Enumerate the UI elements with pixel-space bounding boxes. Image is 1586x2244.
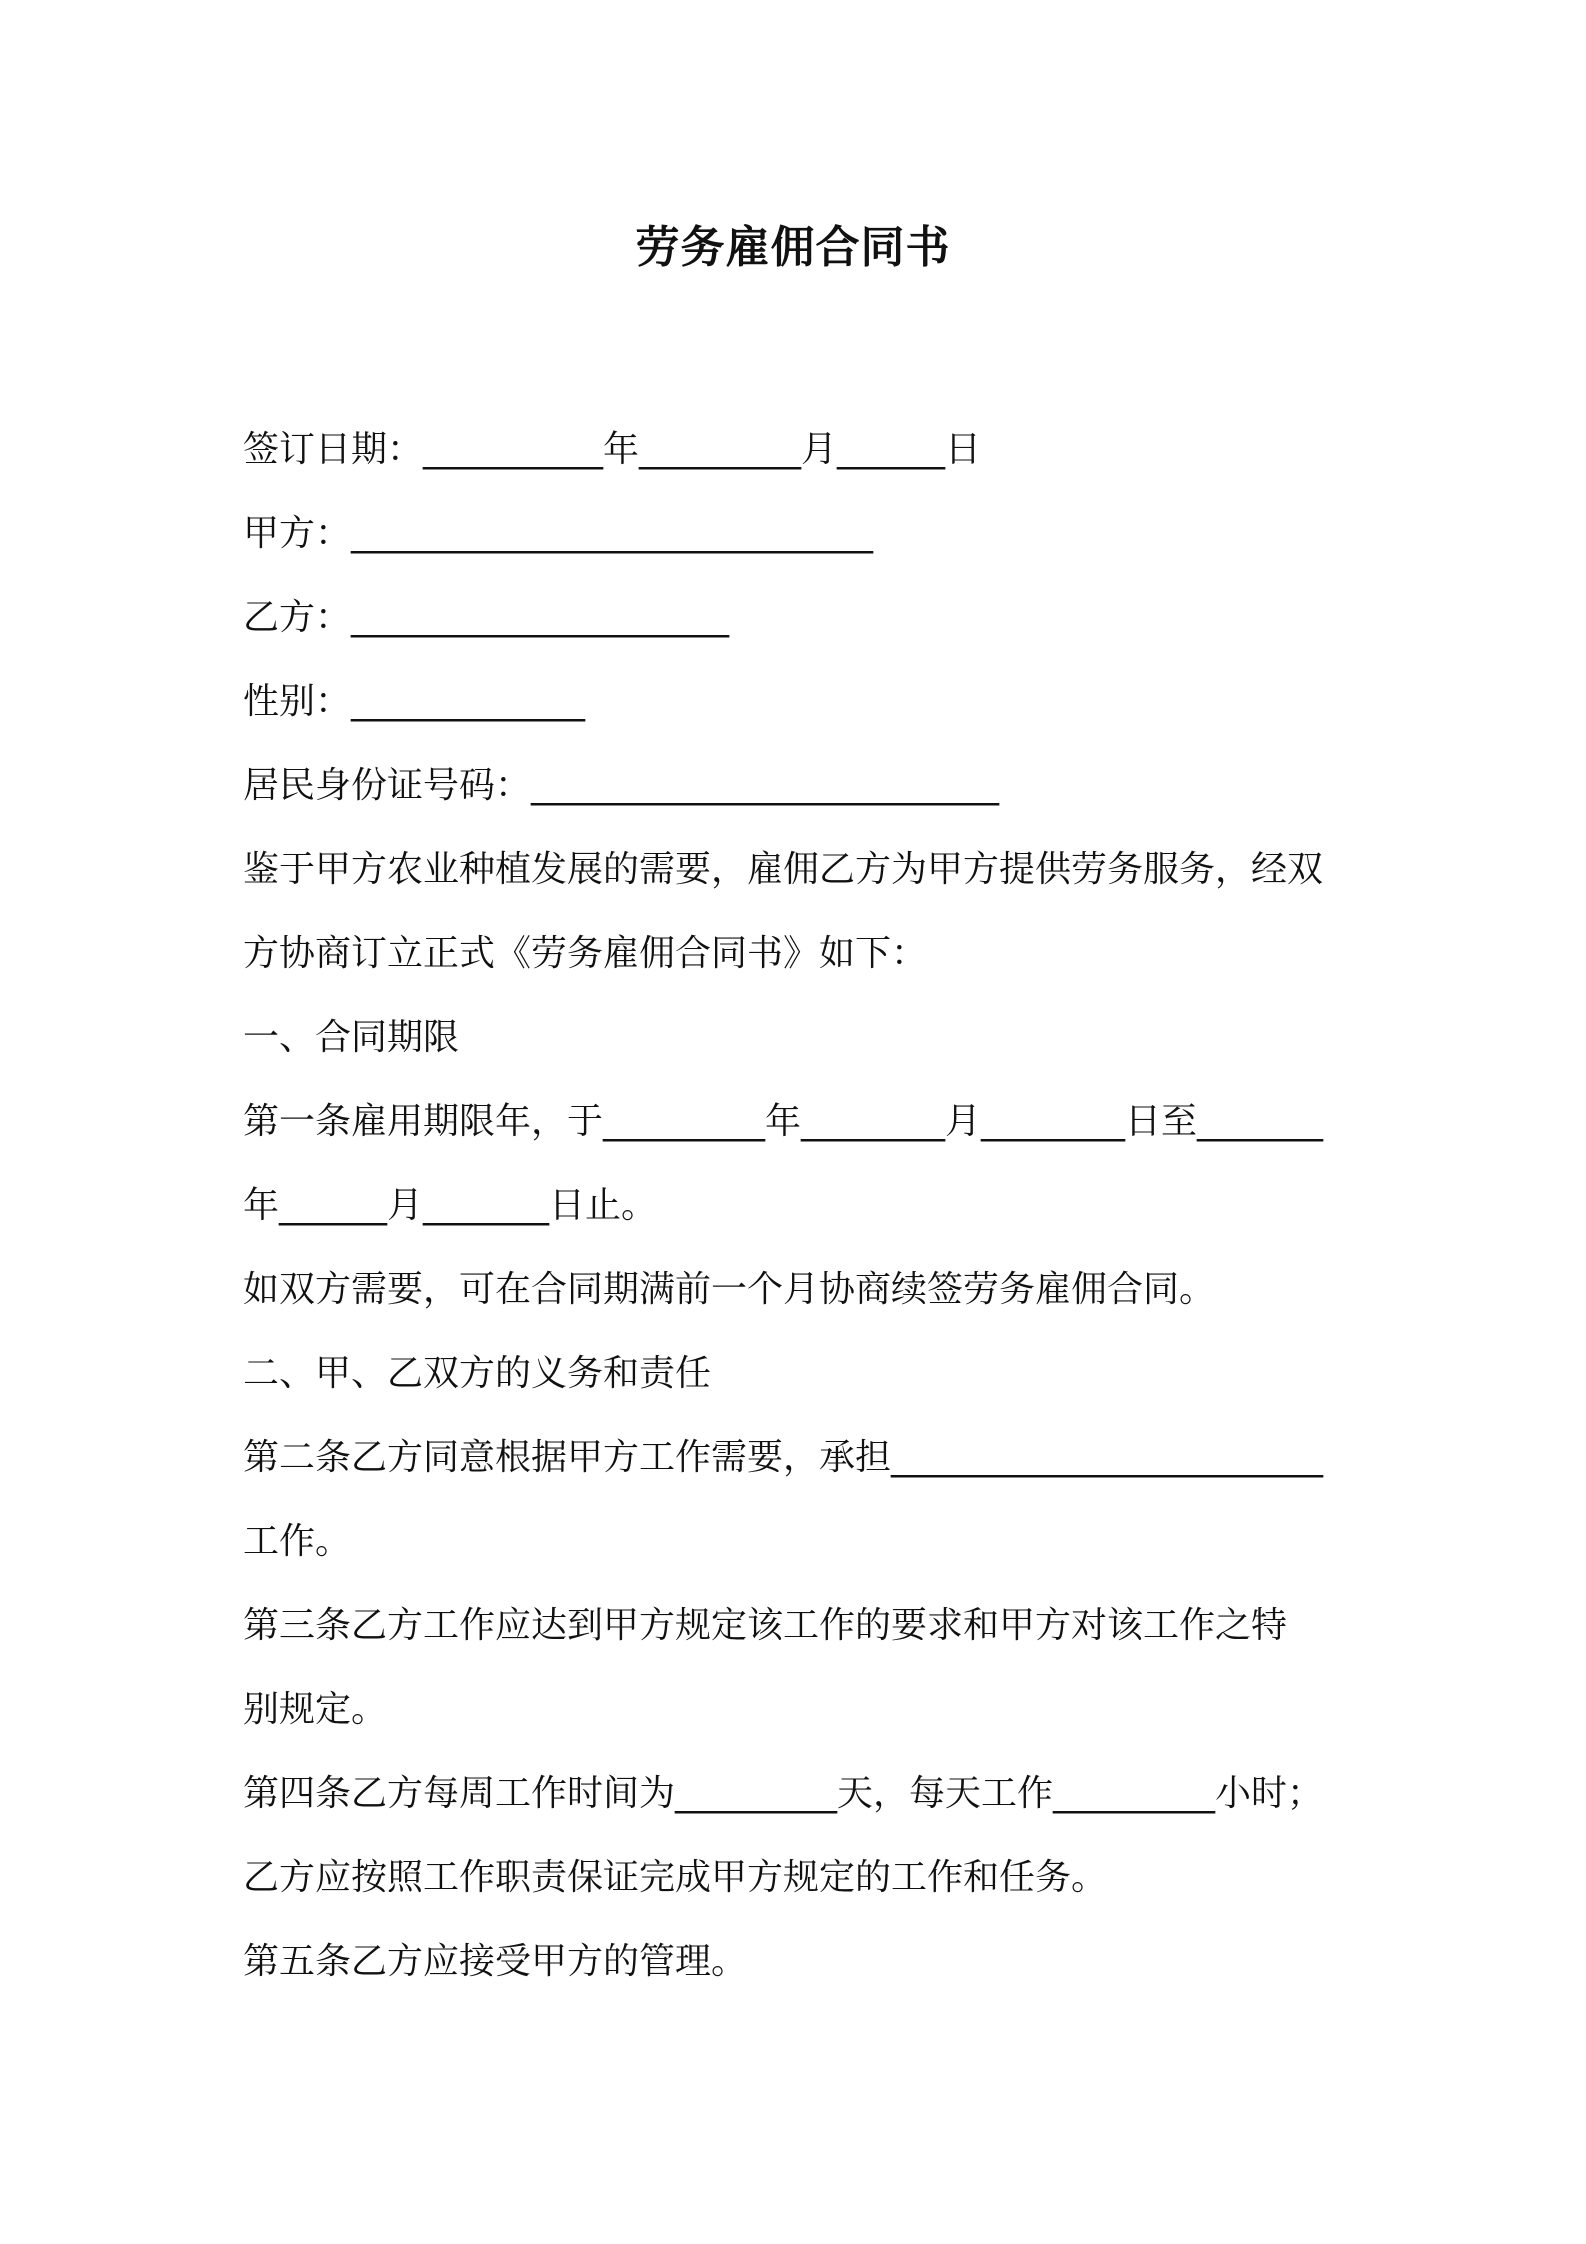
gender-line: 性别：_____________ [243,681,586,722]
article-4-line-2: 乙方应按照工作职责保证完成甲方规定的工作和任务。 [243,1857,1108,1898]
preamble-line-2: 方协商订立正式《劳务雇佣合同书》如下： [243,933,928,974]
article-3-line-1: 第三条乙方工作应达到甲方规定该工作的要求和甲方对该工作之特 [243,1605,1288,1646]
document-body [243,408,1363,2004]
section-heading-term: 一、合同期限 [243,1017,460,1058]
article-1-line-2: 年______月_______日止。 [243,1185,658,1226]
document-title: 劳务雇佣合同书 [635,222,951,273]
party-a-line: 甲方：_____________________________ [243,513,874,554]
preamble-line-1: 鉴于甲方农业种植发展的需要，雇佣乙方为甲方提供劳务服务，经双 [243,849,1324,890]
article-2-line-2: 工作。 [243,1521,352,1562]
article-4-line-1: 第四条乙方每周工作时间为_________天，每天工作_________小时； [243,1773,1324,1814]
signing-date-line: 签订日期：__________年_________月______日 [243,429,982,470]
article-1-line-1: 第一条雇用期限年，于_________年________月________日至_______ [243,1101,1324,1142]
article-3-line-2: 别规定。 [243,1689,388,1730]
renewal-clause: 如双方需要，可在合同期满前一个月协商续签劳务雇佣合同。 [243,1269,1216,1310]
section-heading-obligations: 二、甲、乙双方的义务和责任 [243,1353,712,1394]
party-b-line: 乙方：_____________________ [243,597,730,638]
article-5-line: 第五条乙方应接受甲方的管理。 [243,1941,748,1982]
article-2-line-1: 第二条乙方同意根据甲方工作需要，承担________________________ [243,1437,1324,1478]
id-number-line: 居民身份证号码：__________________________ [243,765,1000,806]
